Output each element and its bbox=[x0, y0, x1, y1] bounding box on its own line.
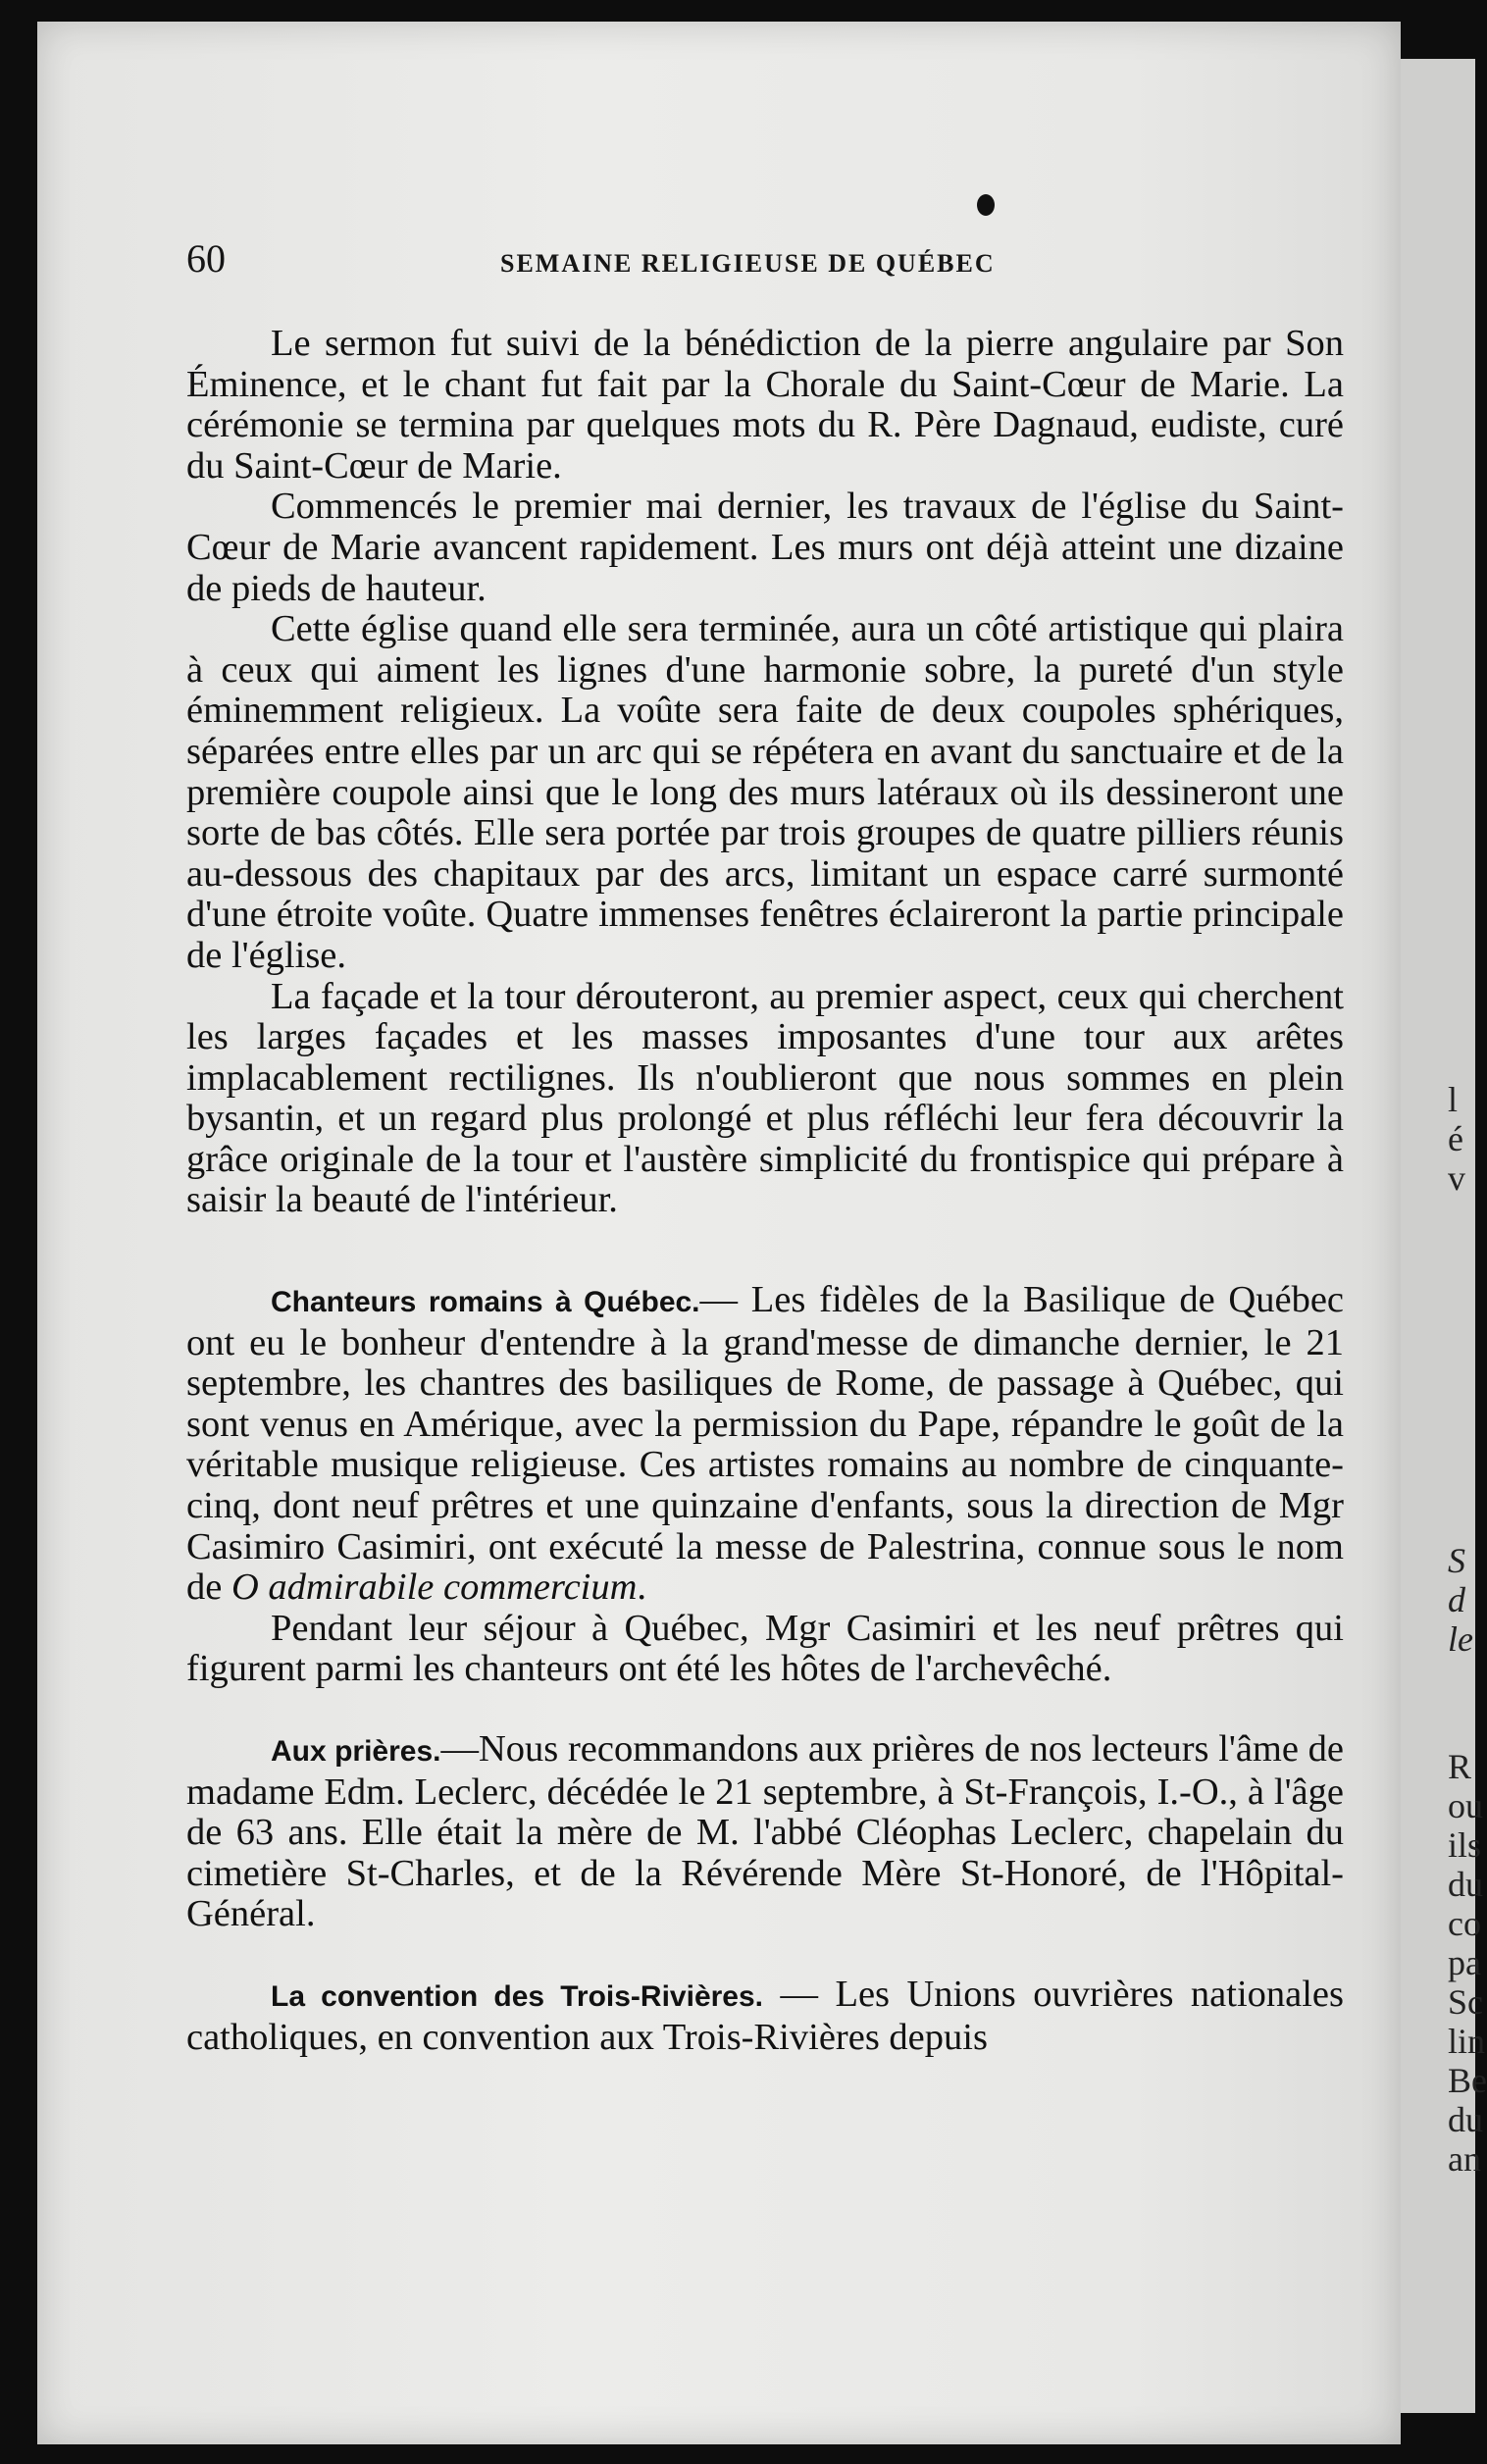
punctuation: . bbox=[637, 1566, 647, 1609]
page-header bbox=[147, 235, 1344, 284]
news-item-body: —Nous recommandons aux prières de nos lecteurs l'âme de madame Edm. Leclerc, décédée le 21 septembre, à St-François, I.-O., à l'âge de 63 ans. Elle était la mère de M. l'abbé Cléophas Leclerc, chapelain du cimetière St-Charles, et de la Révérende Mère St-Honoré, de l'Hôpital-Général. bbox=[186, 1728, 1344, 1935]
fragment: an bbox=[1448, 2139, 1481, 2179]
fragment: ils bbox=[1448, 1825, 1482, 1865]
fragment: le bbox=[1448, 1619, 1473, 1659]
fragment: v bbox=[1448, 1158, 1465, 1198]
news-item-heading: Aux prières. bbox=[271, 1735, 441, 1768]
news-item-chanteurs bbox=[186, 1280, 1344, 1609]
ink-spot bbox=[977, 194, 995, 216]
news-item-body: — Les Unions ouvrières nationales catholiques, en convention aux Trois-Rivières depuis bbox=[186, 1973, 1345, 2058]
fragment: du bbox=[1448, 2100, 1483, 2139]
fragment: Sc bbox=[1448, 1982, 1483, 2022]
paragraph: Cette église quand elle sera terminée, aura un côté artistique qui plaira à ceux qui aiment les lignes d'une harmonie sobre, la pureté d'un style éminemment religieux. La voûte sera faite de deux coupoles sphériques, séparées entre elles par un arc qui se répétera en avant du sanctuaire et de la première coupole ainsi que le long des murs latéraux où ils dessineront une sorte de bas côtés. Elle sera portée par trois groupes de quatre pilliers réunis au-dessous des chapitaux par des arcs, limitant un espace carré surmonté d'une étroite voûte. Quatre immenses fenêtres éclaireront la partie principale de l'église. bbox=[186, 608, 1344, 976]
fragment: ou bbox=[1448, 1786, 1483, 1825]
paragraph: Le sermon fut suivi de la bénédiction de la pierre angulaire par Son Éminence, et le chant fut fait par la Chorale du Saint-Cœur de Marie. La cérémonie se termina par quelques mots du R. Père Dagnaud, eudiste, curé du Saint-Cœur de Marie. bbox=[186, 323, 1344, 487]
fragment: é bbox=[1448, 1119, 1463, 1158]
fragment: S bbox=[1448, 1541, 1465, 1580]
page-number: 60 bbox=[186, 236, 226, 281]
fragment: l bbox=[1448, 1080, 1459, 1119]
body-text bbox=[186, 324, 1344, 2058]
fragment: R bbox=[1448, 1747, 1472, 1786]
fragment: du bbox=[1448, 1865, 1483, 1904]
fragment: pa bbox=[1448, 1943, 1481, 1982]
paragraph: Commencés le premier mai dernier, les travaux de l'église du Saint-Cœur de Marie avancent rapidement. Les murs ont déjà atteint une dizaine de pieds de hauteur. bbox=[186, 486, 1344, 609]
mass-title: O admirabile commercium bbox=[231, 1566, 638, 1609]
adjacent-page-edge bbox=[1401, 59, 1487, 2413]
news-item-body: — Les fidèles de la Basilique de Québec ont eu le bonheur d'entendre à la grand'messe de dimanche dernier, le 21 septembre, les chantres des basiliques de Rome, de passage à Québec, qui sont venus en Amérique, avec la permission du Pape, répandre le goût de la véritable musique religieuse. Ces artistes romains au nombre de cinquante-cinq, dont neuf prêtres et une quinzaine d'enfants, sous la direction de Mgr Casimiro Casimiri, ont exécuté la messe de Palestrina, connue sous le nom de bbox=[186, 1279, 1344, 1609]
fragment: Be bbox=[1448, 2061, 1487, 2100]
paragraph: La façade et la tour dérouteront, au premier aspect, ceux qui cherchent les larges façades et les masses imposantes d'une tour aux arêtes implacablement rectilignes. Ils n'oublieront que nous sommes en plein bysantin, et un regard plus prolongé et plus réfléchi leur fera découvrir la grâce originale de la tour et l'austère simplicité du frontispice qui prépare à saisir la beauté de l'intérieur. bbox=[186, 975, 1344, 1221]
fragment: lin bbox=[1448, 2022, 1486, 2061]
paragraph: Pendant leur séjour à Québec, Mgr Casimiri et les neuf prêtres qui figurent parmi les chanteurs ont été les hôtes de l'archevêché. bbox=[186, 1607, 1344, 1690]
fragment: d bbox=[1448, 1580, 1465, 1619]
news-item-convention bbox=[186, 1975, 1344, 2058]
fragment: co bbox=[1448, 1904, 1481, 1943]
running-title: SEMAINE RELIGIEUSE DE QUÉBEC bbox=[500, 249, 996, 278]
news-item-heading: Chanteurs romains à Québec. bbox=[271, 1286, 700, 1319]
news-item-prieres bbox=[186, 1729, 1344, 1935]
news-item-heading: La convention des Trois-Rivières. bbox=[271, 1979, 764, 2013]
